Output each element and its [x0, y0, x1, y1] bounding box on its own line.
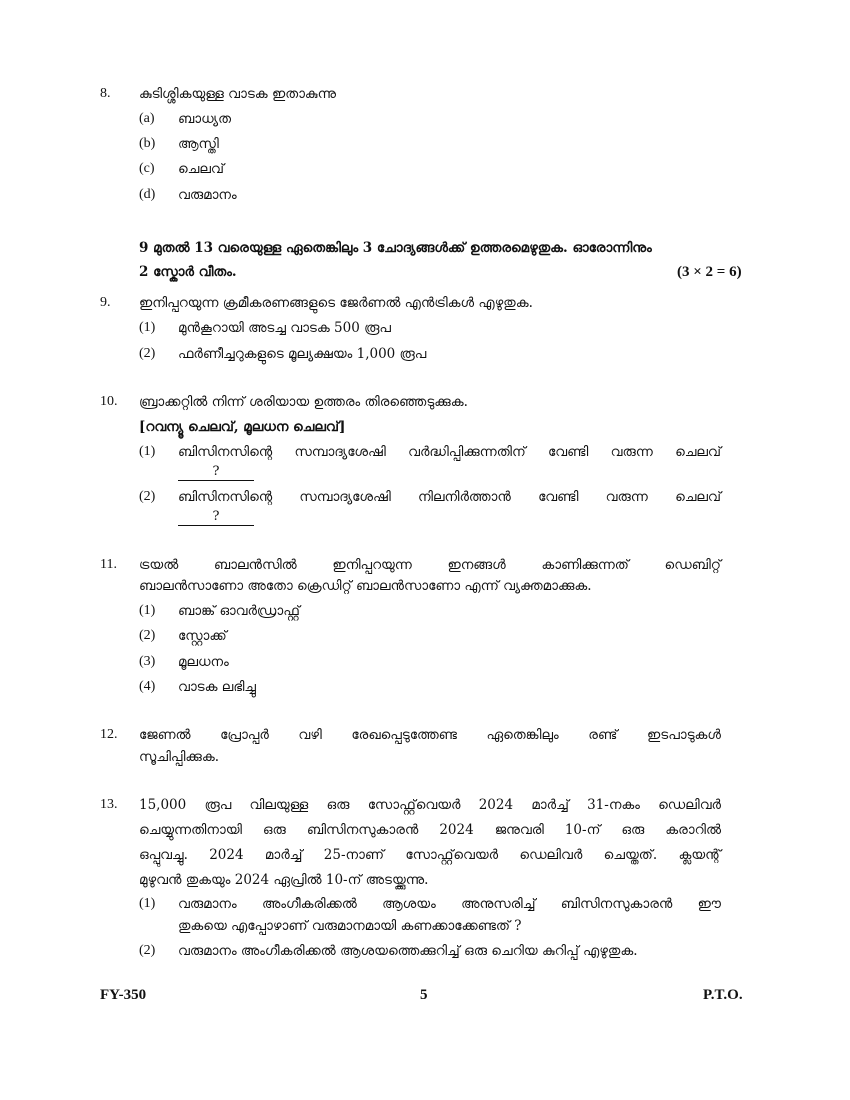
- option-label: (a): [139, 111, 155, 126]
- paper-code: FY-350: [100, 987, 147, 1003]
- item-label: (4): [139, 679, 156, 694]
- question-number: 8.: [100, 86, 111, 101]
- question-number: 12.: [100, 727, 118, 742]
- item-text: ബിസിനസിന്റെ സമ്പാദ്യശേഷി നിലനിർത്താൻ വേണ്ടി വരുന്ന ചെലവ്: [178, 489, 721, 505]
- item-label: (2): [139, 489, 156, 504]
- item-label: (1): [139, 603, 156, 618]
- question-text-line-2: ബാലൻസാണോ അതോ ക്രെഡിറ്റ് ബാലൻസാണോ എന്ന് വ്യക്തമാക്കുക.: [139, 578, 592, 594]
- question-text-line-3: ഒപ്പുവച്ചു. 2024 മാർച്ച് 25-നാണ് സോഫ്റ്റ്‌വെയർ ഡെലിവർ ചെയ്തത്. ക്ലയന്റ്: [139, 847, 721, 863]
- item-text: ബാങ്ക് ഓവർഡ്രാഫ്റ്റ്: [178, 603, 300, 619]
- item-text: സ്റ്റോക്ക്: [178, 628, 227, 644]
- marks-allocation: (3 × 2 = 6): [677, 264, 742, 280]
- question-text-line-1: ജേണൽ പ്രോപ്പർ വഴി രേഖപ്പെടുത്തേണ്ട ഏതെങ്കിലും രണ്ട് ഇടപാടുകൾ: [139, 727, 721, 743]
- item-text: വാടക ലഭിച്ചു: [178, 679, 256, 695]
- option-text: ബാധ്യത: [178, 111, 232, 127]
- option-text: ആസ്തി: [178, 136, 219, 152]
- item-label: (1): [139, 320, 156, 335]
- question-number: 9.: [100, 295, 111, 310]
- item-text: മുൻകൂറായി അടച്ച വാടക 500 രൂപ: [178, 320, 391, 336]
- question-text-line-1: 15,000 രൂപ വിലയുള്ള ഒരു സോഫ്റ്റ്‌വെയർ 2024 മാർച്ച് 31-നകം ഡെലിവർ: [139, 797, 721, 813]
- item-text-line-1: വരുമാനം അംഗീകരിക്കൽ ആശയത്തെക്കുറിച്ച് ഒരു ചെറിയ കുറിപ്പ് എഴുതുക.: [178, 943, 638, 959]
- page-number: 5: [420, 987, 428, 1003]
- item-label: (2): [139, 943, 156, 958]
- instruction-line-2: 2 സ്കോർ വീതം.: [139, 264, 237, 280]
- item-text-line-1: വരുമാനം അംഗീകരിക്കൽ ആശയം അനുസരിച്ച് ബിസിനസുകാരൻ ഈ: [178, 896, 721, 912]
- item-label: (2): [139, 628, 156, 643]
- item-text: ബിസിനസിന്റെ സമ്പാദ്യശേഷി വർദ്ധിപ്പിക്കുന്നതിന് വേണ്ടി വരുന്ന ചെലവ്: [178, 444, 721, 460]
- question-number: 11.: [100, 557, 117, 572]
- answer-blank: [178, 464, 254, 481]
- item-label: (3): [139, 654, 156, 669]
- blank-marker: ?: [212, 509, 220, 524]
- item-text: മൂലധനം: [178, 654, 229, 670]
- question-number: 13.: [100, 797, 118, 812]
- item-text: ഫർണീച്ചറുകളുടെ മൂല്യക്ഷയം 1,000 രൂപ: [178, 346, 427, 362]
- option-text: ചെലവ്: [178, 161, 224, 177]
- option-text: വരുമാനം: [178, 187, 237, 203]
- question-text: ബ്രാക്കറ്റിൽ നിന്ന് ശരിയായ ഉത്തരം തിരഞ്ഞെടുക്കുക.: [139, 394, 468, 410]
- please-turn-over: P.T.O.: [703, 987, 743, 1003]
- answer-blank: [178, 509, 254, 526]
- item-label: (2): [139, 346, 156, 361]
- item-text-line-2: തുകയെ എപ്പോഴാണ് വരുമാനമായി കണക്കാക്കേണ്ടത് ?: [178, 918, 522, 934]
- instruction-line-1: 9 മുതൽ 13 വരെയുള്ള ഏതെങ്കിലും 3 ചോദ്യങ്ങൾക്ക് ഉത്തരമെഴുതുക. ഓരോന്നിനും: [139, 240, 652, 256]
- question-text: ഇനിപ്പറയുന്ന ക്രമീകരണങ്ങളുടെ ജേർണൽ എൻട്രികൾ എഴുതുക.: [139, 295, 533, 311]
- bracket-choices: [റവന്യൂ ചെലവ്, മൂലധന ചെലവ്]: [139, 419, 346, 435]
- question-text-line-2: സൂചിപ്പിക്കുക.: [139, 749, 219, 765]
- question-text-line-4: മുഴുവൻ തുകയും 2024 ഏപ്രിൽ 10-ന് അടയ്ക്കുന്നു.: [139, 872, 429, 888]
- item-label: (1): [139, 896, 156, 911]
- blank-marker: ?: [212, 464, 220, 479]
- question-number: 10.: [100, 394, 118, 409]
- option-label: (c): [139, 161, 155, 176]
- question-text-line-2: ചെയ്യുന്നതിനായി ഒരു ബിസിനസുകാരൻ 2024 ജനുവരി 10-ന് ഒരു കരാറിൽ: [139, 822, 721, 838]
- option-label: (b): [139, 136, 156, 151]
- option-label: (d): [139, 187, 156, 202]
- item-label: (1): [139, 444, 156, 459]
- question-text-line-1: ട്രയൽ ബാലൻസിൽ ഇനിപ്പറയുന്ന ഇനങ്ങൾ കാണിക്കുന്നത് ഡെബിറ്റ്: [139, 557, 721, 573]
- question-text: കുടിശ്ശികയുള്ള വാടക ഇതാകുന്നു: [139, 86, 336, 102]
